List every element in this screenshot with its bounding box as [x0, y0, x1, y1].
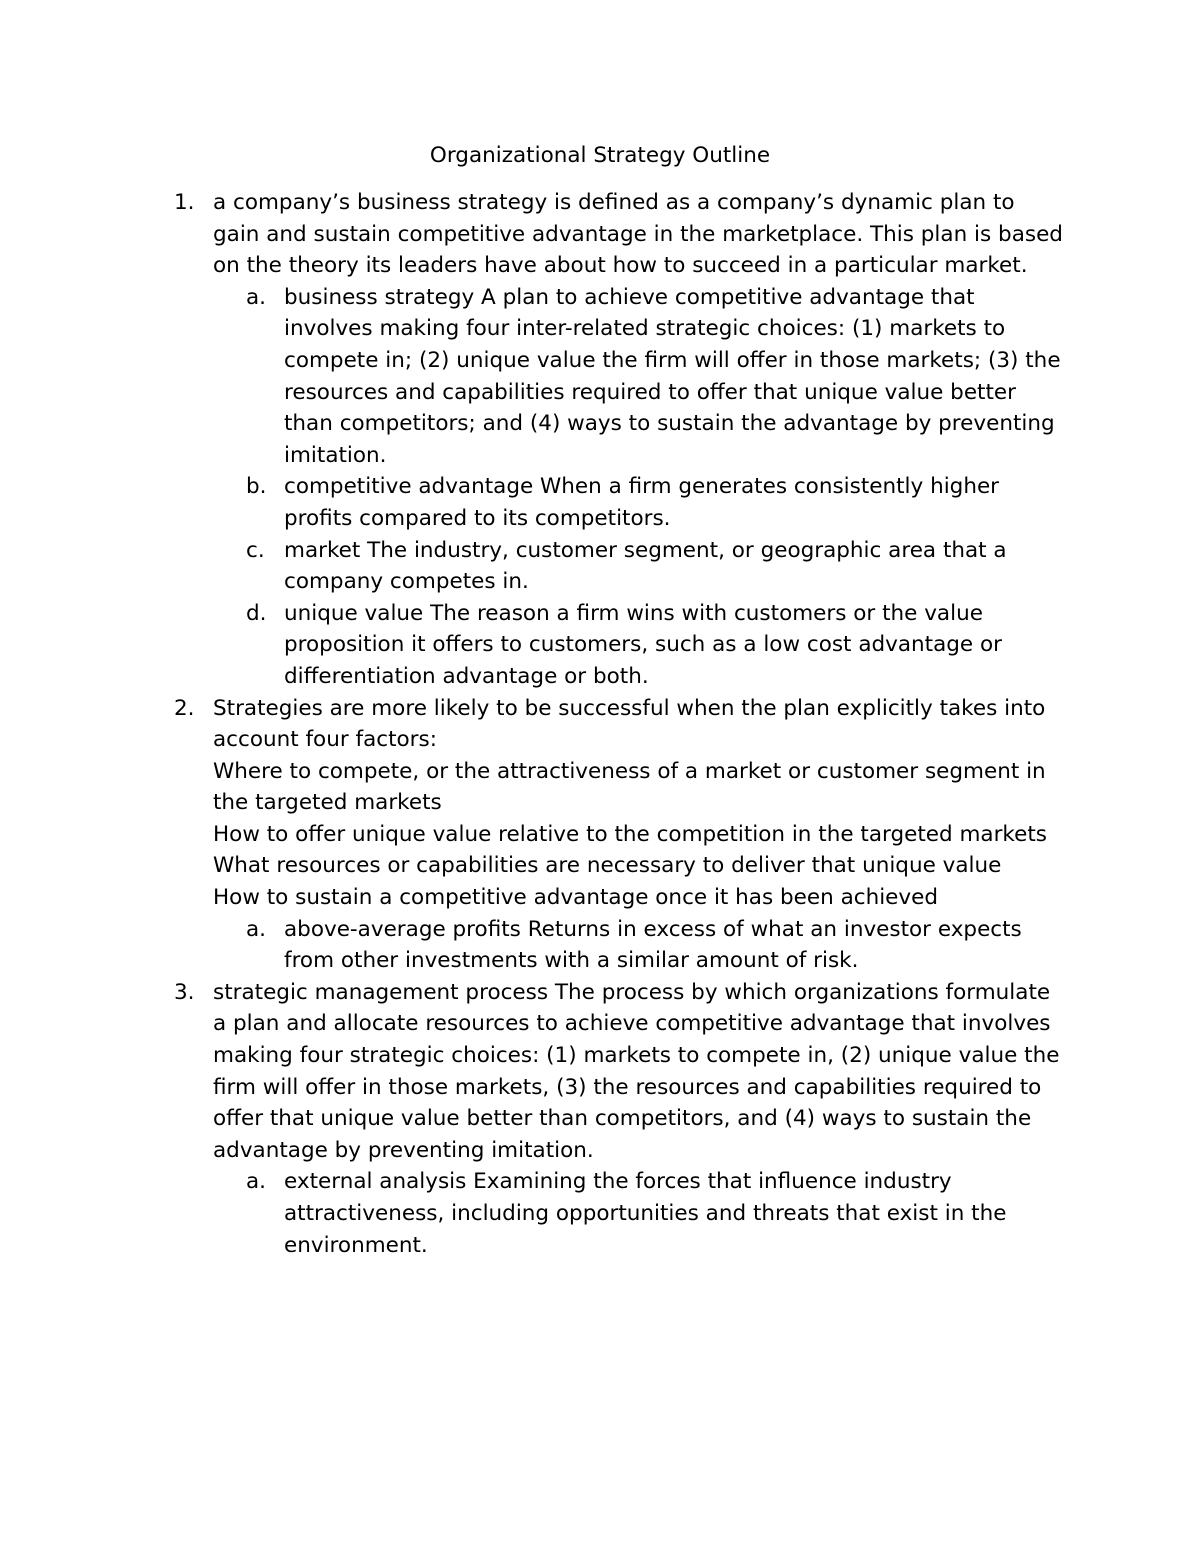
- sub-list-item-text: unique value The reason a firm wins with customers or the value proposition it offers to customers, such as a low cost advantage or differentiation advantage or both.: [284, 600, 1002, 689]
- list-item-number: 3.: [174, 979, 195, 1005]
- outline-list: [0, 187, 1200, 1261]
- list-item-text: Strategies are more likely to be successful when the plan explicitly takes into account four factors:: [213, 695, 1046, 753]
- sub-list-item-letter: b.: [246, 474, 267, 500]
- sub-list-item-text: external analysis Examining the forces that influence industry attractiveness, including opportunities and threats that exist in the environment.: [284, 1169, 1007, 1258]
- sub-list-item: [0, 535, 1064, 598]
- sub-list-item: [0, 282, 1064, 472]
- factor-paragraph: Where to compete, or the attractiveness of a market or customer segment in the targeted markets: [213, 758, 1046, 816]
- list-item-number: 2.: [174, 695, 195, 721]
- sub-list-item-text: above-average profits Returns in excess of what an investor expects from other investments with a similar amount of risk.: [284, 916, 1022, 974]
- sub-list-item-text: business strategy A plan to achieve competitive advantage that involves making four inter-related strategic choices: (1) markets to compete in; (2) unique value the firm will offer in those markets; (3) the resources and capabilities required to offer that unique value better than competitors; and (4) ways to sustain the advantage by preventing imitation.: [284, 284, 1061, 468]
- factor-paragraph: What resources or capabilities are necessary to deliver that unique value: [213, 853, 1002, 879]
- sub-list-item: [0, 1166, 1064, 1261]
- sub-list-item-text: market The industry, customer segment, or geographic area that a company competes in.: [284, 537, 1007, 595]
- list-item: [0, 977, 1063, 1167]
- sub-list-item-text: competitive advantage When a firm generates consistently higher profits compared to its competitors.: [284, 474, 1000, 531]
- sub-list-item: [0, 914, 1064, 977]
- list-item: [0, 693, 1063, 756]
- factor-paragraph: How to offer unique value relative to the competition in the targeted markets: [213, 821, 1047, 847]
- sub-list-item: [0, 598, 1064, 693]
- sub-list-item-letter: d.: [246, 600, 267, 626]
- sub-list-item-letter: c.: [246, 537, 265, 563]
- list-item: [0, 187, 1063, 282]
- list-item-text: strategic management process The process by which organizations formulate a plan and allocate resources to achieve competitive advantage that involves making four strategic choices: (1) markets to compete in, (2) unique value the firm will offer in those markets, (3) the resources and capabilities required to offer that unique value better than competitors, and (4) ways to sustain the advantage by preventing imitation.: [213, 979, 1060, 1163]
- page-title: Organizational Strategy Outline: [429, 143, 771, 168]
- sub-list-item: [0, 471, 1064, 534]
- sub-list-item-letter: a.: [246, 916, 267, 942]
- sub-list-item-letter: a.: [246, 1169, 267, 1195]
- list-item-number: 1.: [174, 190, 195, 215]
- sub-list-item-letter: a.: [246, 284, 267, 310]
- list-item-text: a company’s business strategy is defined as a company’s dynamic plan to gain and sustain competitive advantage in the marketplace. This plan is based on the theory its leaders have about how to succeed in a particular market.: [213, 190, 1063, 279]
- factor-paragraph: How to sustain a competitive advantage once it has been achieved: [213, 885, 939, 911]
